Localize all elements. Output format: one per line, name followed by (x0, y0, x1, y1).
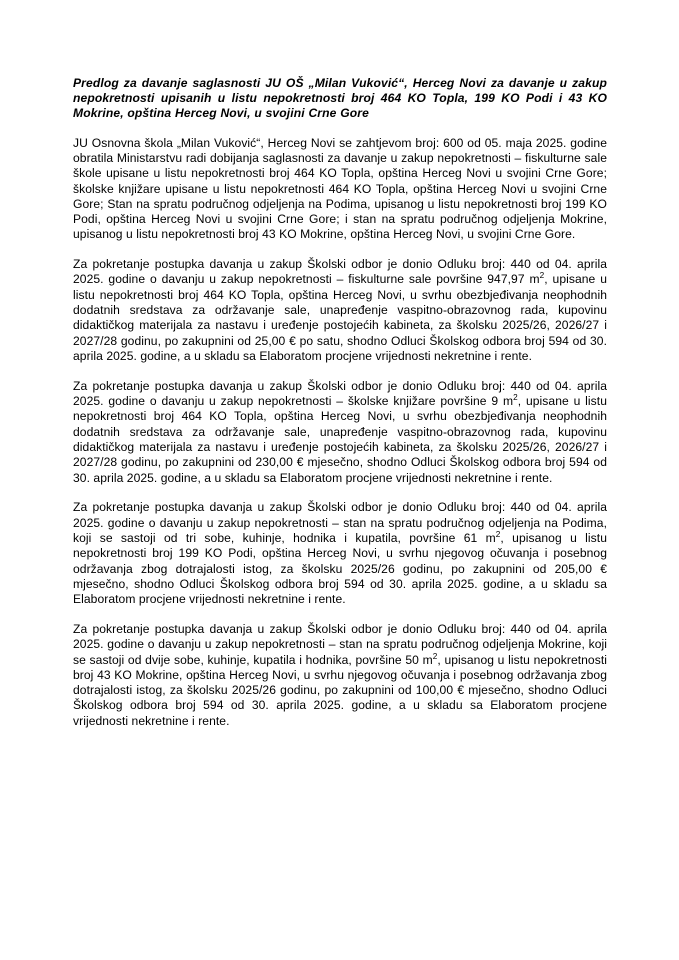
paragraph-skolska-knjizara-text-after: , upisane u listu nepokretnosti broj 464 KO Topla, opština Herceg Novi, u svrhu obezbjeđivanja neophodnih dodatnih sredstava za održavanje sale, unapređenje vaspitno-obrazovnog rada, kupovinu didaktičkog materijala za nastavu i uređenje postojećih kabineta, za školsku 2025/26, 2026/27 i 2027/28 godinu, po zakupnini od 230,00 € mjesečno, shodno Odluci Školskog odbora broj 594 od 30. aprila 2025. godine, a u skladu sa Elaboratom procjene vrijednosti nekretnine i rente. (73, 394, 607, 485)
square-meter-superscript: 2 (495, 529, 501, 539)
paragraph-fiskulturna-sala-text-after: , upisane u listu nepokretnosti broj 464 KO Topla, opština Herceg Novi, u svrhu obezbjeđivanja neophodnih dodatnih sredstava za održavanje sale, unapređenje vaspitno-obrazovnog rada, kupovinu didaktičkog materijala za nastavu i uređenje postojećih kabineta, za školsku 2025/26, 2026/27 i 2027/28 godinu, po zakupnini od 25,00 € po satu, shodno Odluci Školskog odbora broj 594 od 30. aprila 2025. godine, a u skladu sa Elaboratom procjene vrijednosti nekretnine i rente. (73, 272, 607, 363)
paragraph-stan-mokrine-text-after: , upisanog u listu nepokretnosti broj 43 KO Mokrine, opština Herceg Novi, u svrhu njegovog očuvanja i posebnog održavanja zbog dotrajalosti istog, za školsku 2025/26 godinu, po zakupnini od 100,00 € mjesečno, shodno Odluci Školskog odbora broj 594 od 30. aprila 2025. godine, a u skladu sa Elaboratom procjene vrijednosti nekretnine i rente. (73, 652, 607, 728)
paragraph-stan-podi-text-after: , upisanog u listu nepokretnosti broj 199 KO Podi, opština Herceg Novi, u svrhu njegovog očuvanja i posebnog održavanja zbog dotrajalosti istog, za školsku 2025/26 godinu, po zakupnini od 205,00 € mjesečno, shodno Odluci Školskog odbora broj 594 od 30. aprila 2025. godine, a u skladu sa Elaboratom procjene vrijednosti nekretnine i rente. (73, 530, 607, 607)
document-title: Predlog za davanje saglasnosti JU OŠ „Milan Vuković“, Herceg Novi za davanje u zakup nepokretnosti upisanih u listu nepokretnosti broj 464 KO Topla, 199 KO Podi i 43 KO Mokrine, opština Herceg Novi, u svojini Crne Gore (73, 76, 607, 121)
square-meter-superscript: 2 (513, 393, 518, 403)
paragraph-fiskulturna-sala-text-before: Za pokretanje postupka davanja u zakup Školski odbor je donio Odluku broj: 440 od 04. aprila 2025. godine o davanju u zakup nepokretnosti – fiskulturne sale površine 947,97 m (73, 257, 607, 287)
paragraph-fiskulturna-sala (73, 257, 607, 364)
paragraph-stan-podi-text-before: Za pokretanje postupka davanja u zakup Školski odbor je donio Odluku broj: 440 od 04. aprila 2025. godine o davanju u zakup nepokretnosti – stan na spratu područnog odjeljenja na Podima, koji se sastoji od tri sobe, kuhinje, hodnika i kupatila, površine 61 m (73, 500, 607, 545)
paragraph-stan-mokrine-text-before: Za pokretanje postupka davanja u zakup Školski odbor je donio Odluku broj: 440 od 04. aprila 2025. godine o davanju u zakup nepokretnosti – stan na spratu područnog odjeljenja Mokrine, koji se sastoji od dvije sobe, kuhinje, kupatila i hodnika, površine 50 m (73, 621, 607, 667)
document-body (73, 76, 607, 729)
square-meter-superscript: 2 (432, 651, 438, 661)
paragraph-stan-podi (73, 500, 607, 607)
paragraph-intro: JU Osnovna škola „Milan Vuković“, Herceg Novi se zahtjevom broj: 600 od 05. maja 2025. godine obratila Ministarstvu radi dobijanja saglasnosti za davanje u zakup nepokretnosti – fiskulturne sale škole upisane u listu nepokretnosti broj 464 KO Topla, opština Herceg Novi u svojini Crne Gore; školske knjižare upisane u listu nepokretnosti 464 KO Topla, opština Herceg Novi u svojini Crne Gore; Stan na spratu područnog odjeljenja na Podima, upisanog u listu nepokretnosti broj 199 KO Podi, opština Herceg Novi u svojini Crne Gore; i stan na spratu područnog odjeljenja Mokrine, upisanog u listu nepokretnosti broj 43 KO Mokrine, opština Herceg Novi, u svojini Crne Gore. (73, 135, 607, 242)
paragraph-stan-mokrine (73, 622, 607, 729)
paragraph-skolska-knjizara-text-before: Za pokretanje postupka davanja u zakup Školski odbor je donio Odluku broj: 440 od 04. aprila 2025. godine o davanju u zakup nepokretnosti – školske knjižare površine 9 m (73, 378, 607, 409)
square-meter-superscript: 2 (539, 271, 545, 281)
paragraph-skolska-knjizara (73, 379, 607, 486)
